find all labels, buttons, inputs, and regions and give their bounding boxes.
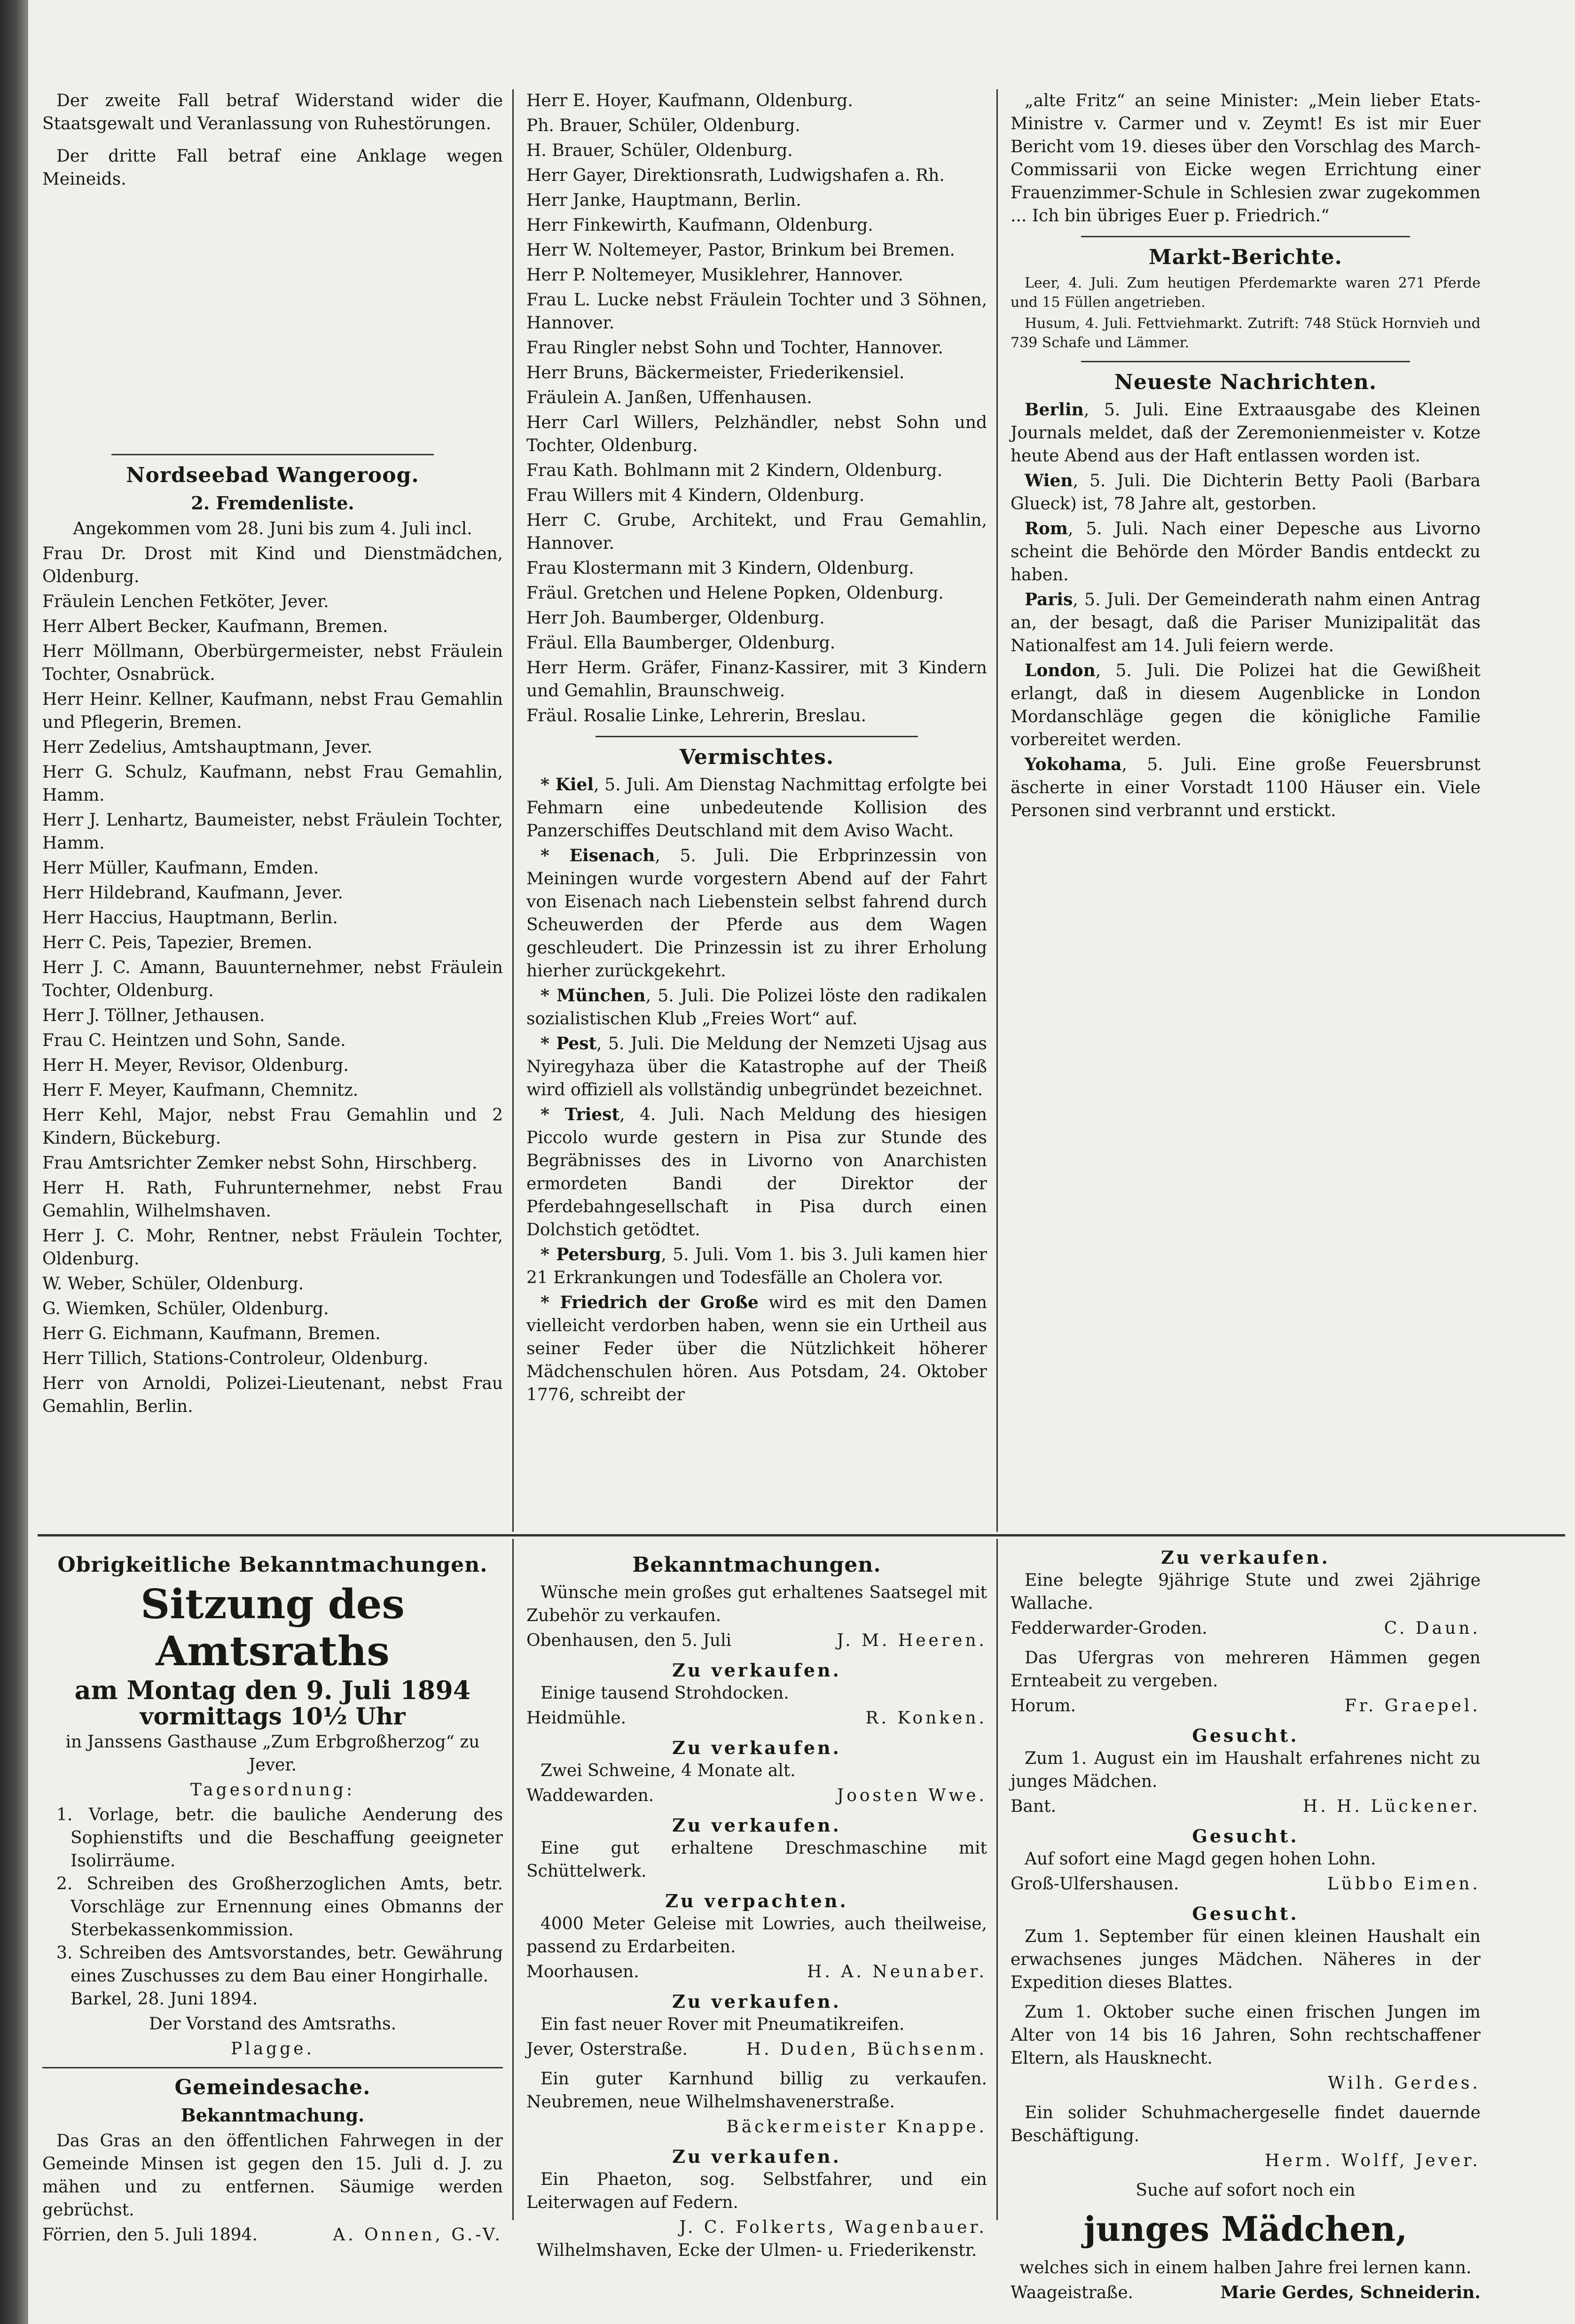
classified-ad	[526, 1659, 987, 1730]
guest-entry: Frau Dr. Drost mit Kind und Dienstmädchen, Oldenburg.	[42, 544, 503, 586]
ad-signature	[526, 1629, 987, 1652]
signature-name: A. Onnen, G.-V.	[333, 2225, 503, 2245]
classified-ad	[1011, 1646, 1481, 1717]
ad-place: Moorhausen.	[526, 1962, 639, 1981]
section-heading: Bekanntmachungen.	[632, 1553, 881, 1577]
guest-entry: Herr Finkewirth, Kaufmann, Oldenburg.	[526, 216, 873, 235]
guest-entry: Herr Carl Willers, Pelzhändler, nebst Sohn und Tochter, Oldenburg.	[526, 413, 987, 455]
classified-ad	[1011, 2001, 1481, 2095]
guest-entry: Herr Hildebrand, Kaufmann, Jever.	[42, 883, 343, 903]
guest-entry: Herr Möllmann, Oberbürgermeister, nebst Fräulein Tochter, Osnabrück.	[42, 642, 503, 684]
classified-ad	[526, 2145, 987, 2262]
guest-entry: Ph. Brauer, Schüler, Oldenburg.	[526, 116, 800, 135]
ad-title: Zu verpachten.	[665, 1890, 848, 1911]
section-rule	[38, 1534, 1565, 1536]
classified-ad	[1011, 1546, 1481, 1640]
ad-lead: Suche auf sofort noch ein	[1136, 2181, 1356, 2200]
ad-name: Marie Gerdes, Schneiderin.	[1220, 2283, 1481, 2302]
newspaper-page	[28, 0, 1575, 2324]
ad-place: Wilhelmshaven, Ecke der Ulmen- u. Friederikenstr.	[536, 2241, 977, 2260]
section-heading: Nordseebad Wangeroog.	[126, 463, 419, 487]
classified-ad	[526, 1990, 987, 2061]
subheading: Bekanntmachung.	[180, 2105, 365, 2126]
guest-entry: Herr Gayer, Direktionsrath, Ludwigshafen a. Rh.	[526, 166, 945, 185]
signature-place: Förrien, den 5. Juli 1894.	[42, 2225, 258, 2245]
guest-entry: Frau Willers mit 4 Kindern, Oldenburg.	[526, 486, 865, 505]
guest-entry: Herr F. Meyer, Kaufmann, Chemnitz.	[42, 1081, 359, 1100]
ad-text: Zwei Schweine, 4 Monate alt.	[541, 1761, 796, 1780]
guest-entry: Frau Kath. Bohlmann mit 2 Kindern, Oldenburg.	[526, 461, 943, 480]
news-item: Berlin, 5. Juli. Eine Extraausgabe des Kleinen Journals meldet, daß der Zeremonienmeister v. Kotze heute Abend aus der Haft entlassen worden ist.	[1011, 400, 1481, 466]
ad-signature	[1011, 2281, 1481, 2304]
dateline: Petersburg	[556, 1245, 661, 1264]
guest-entry: Herr Bruns, Bäckermeister, Friederikensiel.	[526, 363, 905, 382]
ad-place: Waageistraße.	[1011, 2283, 1134, 2302]
guest-entry: Herr Heinr. Kellner, Kaufmann, nebst Frau Gemahlin und Pflegerin, Bremen.	[42, 690, 503, 732]
guest-entry: Herr E. Hoyer, Kaufmann, Oldenburg.	[526, 91, 853, 110]
news-item: * München, 5. Juli. Die Polizei löste den radikalen sozialistischen Klub „Freies Wort“ auf.	[526, 984, 987, 1030]
guest-entry: Herr J. C. Mohr, Rentner, nebst Fräulein Tochter, Oldenburg.	[42, 1226, 503, 1269]
ad-name: Fr. Graepel.	[1344, 1696, 1481, 1716]
ad-name: Wilh. Gerdes.	[1327, 2074, 1481, 2093]
column-rule-4	[996, 1539, 998, 2220]
classified-ad	[526, 1736, 987, 1807]
dateline: Wien	[1025, 471, 1073, 491]
news-text: 5. Juli. Die Polizei löste den radikalen sozialistischen Klub „Freies Wort“ auf.	[526, 986, 987, 1029]
ad-place: Groß-Ulfershausen.	[1011, 1874, 1179, 1894]
ad-text: Eine belegte 9jährige Stute und zwei 2jährige Wallache.	[1011, 1571, 1481, 1613]
news-item: Rom, 5. Juli. Nach einer Depesche aus Livorno scheint die Behörde den Mörder Bandis entdeckt zu haben.	[1011, 519, 1481, 585]
guest-entry: Herr H. Rath, Fuhrunternehmer, nebst Frau Gemahlin, Wilhelmshaven.	[42, 1178, 503, 1221]
guest-entry: Herr G. Eichmann, Kaufmann, Bremen.	[42, 1324, 381, 1343]
news-text: 5. Juli. Eine große Feuersbrunst äscherte in einer Vorstadt 1100 Häuser ein. Viele Personen sind verbrannt und erstickt.	[1011, 755, 1481, 820]
guest-entry: Herr Kehl, Major, nebst Frau Gemahlin und 2 Kindern, Bückeburg.	[42, 1106, 503, 1148]
news-item: * Kiel, 5. Juli. Am Dienstag Nachmittag erfolgte bei Fehmarn eine unbedeutende Kollision des Panzerschiffes Deutschland mit dem Aviso Wacht.	[526, 773, 987, 842]
meeting-place: in Janssens Gasthause „Zum Erbgroßherzog“ zu Jever.	[65, 1732, 480, 1775]
guest-entry: Fräulein Lenchen Fetköter, Jever.	[42, 592, 329, 611]
news-text: 5. Juli. Die Dichterin Betty Paoli (Barbara Glueck) ist, 78 Jahre alt, gestorben.	[1011, 471, 1481, 514]
ad-title: Gesucht.	[1192, 1903, 1299, 1924]
guest-entry: Herr H. Meyer, Revisor, Oldenburg.	[42, 1056, 349, 1075]
ad-text: Zum 1. September für einen kleinen Haushalt ein erwachsenes junges Mädchen. Näheres in der Expedition dieses Blattes.	[1011, 1927, 1481, 1992]
guest-entry: H. Brauer, Schüler, Oldenburg.	[526, 141, 793, 160]
signature-name: Plagge.	[230, 2039, 315, 2059]
dateline: Paris	[1025, 590, 1073, 609]
ad-name: Bäckermeister Knappe.	[726, 2117, 987, 2137]
ad-title: Zu verkaufen.	[672, 1660, 841, 1681]
ad-title: Zu verkaufen.	[1161, 1547, 1330, 1568]
ad-signature	[1011, 1694, 1481, 1717]
ad-text: Wünsche mein großes gut erhaltenes Saatsegel mit Zubehör zu verkaufen.	[526, 1583, 987, 1625]
article-paragraph: Der dritte Fall betraf eine Anklage wegen Meineids.	[42, 147, 503, 189]
ad-title: Gesucht.	[1192, 1725, 1299, 1746]
guest-entry: Herr C. Peis, Tapezier, Bremen.	[42, 933, 313, 952]
ad-name: Lübbo Eimen.	[1327, 1874, 1481, 1894]
ad-text: Auf sofort eine Magd gegen hohen Lohn.	[1025, 1849, 1376, 1869]
guest-entry: Herr P. Noltemeyer, Musiklehrer, Hannover.	[526, 265, 903, 285]
dateline: Friedrich der Große	[560, 1293, 759, 1312]
ad-place: Jever, Osterstraße.	[526, 2040, 688, 2059]
news-text: 4. Juli. Nach Meldung des hiesigen Piccolo wurde gestern in Pisa zur Stunde des Begräbnisses des in Livorno von Anarchisten ermordeten Bandi der Direktor der Pferdebahngesellschaft in Pisa durch einen Dolchstich getödtet.	[526, 1105, 987, 1240]
ad-name: Herm. Wolff, Jever.	[1264, 2151, 1481, 2170]
ad-place: Obenhausen, den 5. Juli	[526, 1631, 732, 1650]
guest-entry: Herr von Arnoldi, Polizei-Lieutenant, nebst Frau Gemahlin, Berlin.	[42, 1374, 503, 1416]
meeting-date: am Montag den 9. Juli 1894	[74, 1675, 471, 1705]
guest-entry: Frau Klostermann mit 3 Kindern, Oldenburg.	[526, 559, 914, 578]
ad-name: J. C. Folkerts, Wagenbauer.	[679, 2218, 987, 2237]
news-text: 5. Juli. Die Meldung der Nemzeti Ujsag aus Nyiregyhaza über die Katastrophe auf der Theiß wird offiziell als vollständig unbegründet bezeichnet.	[526, 1034, 987, 1100]
column-rule-1	[512, 89, 514, 1532]
market-report: Leer, 4. Juli. Zum heutigen Pferdemarkte waren 271 Pferde und 15 Füllen angetrieben.	[1011, 275, 1481, 311]
article-paragraph: „alte Fritz“ an seine Minister: „Mein lieber Etats-Ministre v. Carmer und v. Zeymt! Es ist mir Euer Bericht vom 19. dieses über den Vorschlag des March-Commissarii von Eicke wegen Errichtung einer Frauenzimmer-Schule in Schlesien zwar zugekommen ... Ich bin übriges Euer p. Friedrich.“	[1011, 91, 1481, 226]
news-text: 5. Juli. Die Polizei hat die Gewißheit erlangt, daß in diesem Augenblicke in London Mordanschläge gegen die königliche Familie vorbereitet werden.	[1011, 661, 1481, 749]
guest-entry: Herr Albert Becker, Kaufmann, Bremen.	[42, 617, 388, 636]
guest-entry: Fräul. Rosalie Linke, Lehrerin, Breslau.	[526, 706, 867, 725]
guest-entry: Frau L. Lucke nebst Fräulein Tochter und 3 Söhnen, Hannover.	[526, 290, 987, 333]
ad-text: Ein fast neuer Rover mit Pneumatikreifen.	[541, 2015, 905, 2034]
news-text: 5. Juli. Nach einer Depesche aus Livorno scheint die Behörde den Mörder Bandis entdeckt zu haben.	[1011, 519, 1481, 585]
dateline: München	[556, 986, 646, 1006]
guest-entry: Herr Herm. Gräfer, Finanz-Kassirer, mit 3 Kindern und Gemahlin, Braunschweig.	[526, 658, 987, 701]
ad-text: Zum 1. August ein im Haushalt erfahrenes nicht zu junges Mädchen.	[1011, 1749, 1481, 1791]
news-item: * Triest, 4. Juli. Nach Meldung des hiesigen Piccolo wurde gestern in Pisa zur Stunde des Begräbnisses des in Livorno von Anarchisten ermordeten Bandi der Direktor der Pferdebahngesellschaft in Pisa durch einen Dolchstich getödtet.	[526, 1103, 987, 1241]
news-text: 5. Juli. Eine Extraausgabe des Kleinen Journals meldet, daß der Zeremonienmeister v. Kotze heute Abend aus der Haft entlassen worden ist.	[1011, 400, 1481, 466]
ad-text: Ein Phaeton, sog. Selbstfahrer, und ein Leiterwagen auf Federn.	[526, 2170, 987, 2212]
intro-line: Angekommen vom 28. Juni bis zum 4. Juli incl.	[73, 519, 472, 538]
news-text: wird es mit den Damen vielleicht verdorben haben, wenn sie ein Urtheil aus seiner Feder über die Nützlichkeit höherer Mädchenschulen hören. Aus Potsdam, 24. Oktober 1776, schreibt der	[526, 1293, 987, 1404]
ad-text: Eine gut erhaltene Dreschmaschine mit Schüttelwerk.	[526, 1839, 987, 1881]
ad-signature	[526, 1784, 987, 1807]
column-rule-3	[512, 1539, 514, 2220]
classified-ad	[526, 1814, 987, 1883]
guest-entry: W. Weber, Schüler, Oldenburg.	[42, 1274, 304, 1294]
classified-ad	[1011, 2179, 1481, 2304]
agenda-item: 3. Schreiben des Amtsvorstandes, betr. Gewährung eines Zuschusses zu dem Bau einer Hongirhalle.	[56, 1943, 503, 1986]
divider	[1081, 236, 1410, 237]
guest-entry: Herr J. Töllner, Jethausen.	[42, 1006, 265, 1025]
classifieds-right	[1011, 1546, 1481, 2311]
guest-entry: Herr C. Grube, Architekt, und Frau Gemahlin, Hannover.	[526, 511, 987, 553]
guest-entry: Herr Janke, Hauptmann, Berlin.	[526, 191, 801, 210]
scan-edge	[0, 0, 28, 2324]
classified-ad	[1011, 1724, 1481, 1818]
ad-signature	[526, 2038, 987, 2061]
guest-entry: G. Wiemken, Schüler, Oldenburg.	[42, 1299, 329, 1318]
guest-list	[42, 542, 503, 1418]
ad-name: H. Duden, Büchsenm.	[746, 2040, 987, 2059]
dateline: London	[1025, 661, 1096, 680]
classified-ad	[526, 1581, 987, 1652]
guest-entry: Herr J. C. Amann, Bauunternehmer, nebst Fräulein Tochter, Oldenburg.	[42, 958, 503, 1000]
news-item: Yokohama, 5. Juli. Eine große Feuersbrunst äscherte in einer Vorstadt 1100 Häuser ein. Viele Personen sind verbrannt und erstickt.	[1011, 755, 1481, 820]
ad-place: Horum.	[1011, 1696, 1076, 1716]
ad-signature	[526, 1960, 987, 1983]
ad-place: Bant.	[1011, 1797, 1057, 1816]
news-item: London, 5. Juli. Die Polizei hat die Gewißheit erlangt, daß in diesem Augenblicke in London Mordanschläge gegen die königliche Familie vorbereitet werden.	[1011, 661, 1481, 749]
news-text: 5. Juli. Am Dienstag Nachmittag erfolgte bei Fehmarn eine unbedeutende Kollision des Panzerschiffes Deutschland mit dem Aviso Wacht.	[526, 775, 987, 841]
ad-title: Zu verkaufen.	[672, 1737, 841, 1758]
column-1	[42, 89, 503, 1420]
ad-text: Einige tausend Strohdocken.	[541, 1684, 789, 1703]
dateline: Pest	[556, 1034, 597, 1053]
news-item	[526, 1291, 987, 1406]
news-item: * Pest, 5. Juli. Die Meldung der Nemzeti Ujsag aus Nyiregyhaza über die Katastrophe auf der Theiß wird offiziell als vollständig unbegründet bezeichnet.	[526, 1032, 987, 1101]
ad-text: welches sich in einem halben Jahre frei lernen kann.	[1019, 2258, 1472, 2277]
ad-title: Zu verkaufen.	[672, 2146, 841, 2167]
guest-entry: Herr G. Schulz, Kaufmann, nebst Frau Gemahlin, Hamm.	[42, 763, 503, 805]
signature-line	[42, 2223, 503, 2246]
dateline: Eisenach	[569, 846, 655, 866]
ad-text: Das Ufergras von mehreren Hämmen gegen Ernteabeit zu vergeben.	[1011, 1648, 1481, 1691]
ad-signature	[1011, 1872, 1481, 1895]
agenda-list	[42, 1803, 503, 1988]
divider	[596, 736, 918, 737]
ad-title: Gesucht.	[1192, 1825, 1299, 1847]
guest-entry: Herr Tillich, Stations-Controleur, Oldenburg.	[42, 1349, 429, 1368]
dateline: Triest	[564, 1105, 620, 1124]
ad-text: Ein guter Karnhund billig zu verkaufen. Neubremen, neue Wilhelmshavenerstraße.	[526, 2069, 987, 2112]
section-heading: Vermischtes.	[679, 745, 834, 769]
guest-entry: Herr Haccius, Hauptmann, Berlin.	[42, 908, 338, 928]
divider	[111, 454, 434, 455]
ad-title: Zu verkaufen.	[672, 1991, 841, 2012]
guest-entry: Frau C. Heintzen und Sohn, Sande.	[42, 1031, 346, 1050]
dateline: Berlin	[1025, 400, 1084, 420]
column-rule-2	[996, 89, 998, 1532]
agenda-item: 2. Schreiben des Großherzoglichen Amts, betr. Vorschläge zur Ernennung eines Obmanns der Sterbekassenkommission.	[56, 1874, 503, 1940]
column-2	[526, 89, 987, 1408]
guest-entry: Frau Ringler nebst Sohn und Tochter, Hannover.	[526, 338, 943, 358]
news-text: 5. Juli. Der Gemeinderath nahm einen Antrag an, der besagt, daß die Pariser Munizipalität das Nationalfest am 14. Juli feiern werde.	[1011, 590, 1481, 655]
ad-signature	[1011, 1617, 1481, 1640]
ad-place: Heidmühle.	[526, 1708, 627, 1728]
guest-entry: Fräulein A. Janßen, Uffenhausen.	[526, 388, 812, 407]
dateline: Kiel	[555, 775, 594, 795]
meeting-title: Sitzung des Amtsraths	[141, 1581, 405, 1675]
ad-name: C. Daun.	[1384, 1619, 1481, 1638]
divider	[42, 2067, 503, 2068]
column-3	[1011, 89, 1481, 824]
ad-signature	[526, 1707, 987, 1730]
article-paragraph: Der zweite Fall betraf Widerstand wider die Staatsgewalt und Veranlassung von Ruhestörungen.	[42, 91, 503, 133]
ad-name: R. Konken.	[865, 1708, 987, 1728]
news-item: * Petersburg, 5. Juli. Vom 1. bis 3. Juli kamen hier 21 Erkrankungen und Todesfälle an Cholera vor.	[526, 1243, 987, 1289]
guest-list	[526, 89, 987, 727]
guest-entry: Herr Zedelius, Amtshauptmann, Jever.	[42, 738, 373, 757]
ad-place: Waddewarden.	[526, 1786, 654, 1805]
news-item: * Eisenach, 5. Juli. Die Erbprinzessin von Meiningen wurde vorgestern Abend auf der Fahrt von Eisenach nach Liebenstein selbst fahrend durch Scheuwerden der Pferde aus dem Wagen geschleudert. Die Prinzessin ist zu ihrer Erholung hierher zurückgekehrt.	[526, 844, 987, 983]
divider	[1081, 361, 1410, 362]
classified-ad	[526, 1889, 987, 1983]
ad-name: J. M. Heeren.	[837, 1631, 987, 1650]
guest-entry: Herr J. Lenhartz, Baumeister, nebst Fräulein Tochter, Hamm.	[42, 811, 503, 853]
ad-name: Joosten Wwe.	[837, 1786, 987, 1805]
ad-name: H. A. Neunaber.	[807, 1962, 987, 1981]
notice-text: Das Gras an den öffentlichen Fahrwegen in der Gemeinde Minsen ist gegen den 15. Juli d. J. zu mähen und zu entfernen. Säumige werden gebrüchst.	[42, 2131, 503, 2220]
agenda-heading: Tagesordnung:	[190, 1780, 355, 1800]
dateline: Rom	[1025, 519, 1068, 538]
section-heading: Neueste Nachrichten.	[1114, 370, 1377, 394]
news-text: 5. Juli. Vom 1. bis 3. Juli kamen hier 21 Erkrankungen und Todesfälle an Cholera vor.	[526, 1245, 987, 1287]
market-report: Husum, 4. Juli. Fettviehmarkt. Zutrift: 748 Stück Hornvieh und 739 Schafe und Lämmer.	[1011, 315, 1481, 351]
guest-entry: Fräul. Ella Baumberger, Oldenburg.	[526, 633, 836, 653]
agenda-item: 1. Vorlage, betr. die bauliche Aenderung des Sophienstifts und die Beschaffung geeigneter Isolirräume.	[56, 1805, 503, 1871]
signature-place: Barkel, 28. Juni 1894.	[71, 1989, 258, 2009]
ad-signature	[1011, 1795, 1481, 1818]
ad-text: Zum 1. Oktober suche einen frischen Jungen im Alter von 14 bis 16 Jahren, Sohn rechtschaffener Eltern, als Hausknecht.	[1011, 2003, 1481, 2068]
ad-title: Zu verkaufen.	[672, 1815, 841, 1836]
dateline: Yokohama	[1025, 755, 1122, 774]
official-notices	[42, 1546, 503, 2246]
guest-entry: Herr Müller, Kaufmann, Emden.	[42, 858, 319, 878]
section-heading: Gemeindesache.	[174, 2075, 371, 2099]
news-text: 5. Juli. Die Erbprinzessin von Meiningen wurde vorgestern Abend auf der Fahrt von Eisenach nach Liebenstein selbst fahrend durch Scheuwerden der Pferde aus dem Wagen geschleudert. Die Prinzessin ist zu ihrer Erholung hierher zurückgekehrt.	[526, 846, 987, 981]
ad-text: Ein solider Schuhmachergeselle findet dauernde Beschäftigung.	[1011, 2103, 1481, 2145]
classified-ad	[526, 2067, 987, 2138]
section-heading: Obrigkeitliche Bekanntmachungen.	[57, 1553, 488, 1577]
meeting-time: vormittags 10½ Uhr	[140, 1702, 406, 1730]
guest-entry: Frau Amtsrichter Zemker nebst Sohn, Hirschberg.	[42, 1154, 478, 1173]
classified-ad	[1011, 2101, 1481, 2172]
ad-name: H. H. Lückener.	[1302, 1797, 1481, 1816]
ad-headline: junges Mädchen,	[1083, 2209, 1408, 2249]
announcements	[526, 1546, 987, 2269]
classified-ad	[1011, 1902, 1481, 1994]
subheading: 2. Fremdenliste.	[191, 492, 354, 514]
classified-ad	[1011, 1825, 1481, 1895]
section-heading: Markt-Berichte.	[1149, 245, 1342, 269]
guest-entry: Fräul. Gretchen und Helene Popken, Oldenburg.	[526, 584, 944, 603]
news-item: Paris, 5. Juli. Der Gemeinderath nahm einen Antrag an, der besagt, daß die Pariser Munizipalität das Nationalfest am 14. Juli feiern werde.	[1011, 590, 1481, 655]
signature-body: Der Vorstand des Amtsraths.	[149, 2014, 397, 2034]
ad-text: 4000 Meter Geleise mit Lowries, auch theilweise, passend zu Erdarbeiten.	[526, 1914, 987, 1957]
guest-entry: Herr Joh. Baumberger, Oldenburg.	[526, 608, 825, 628]
ad-place: Fedderwarder-Groden.	[1011, 1619, 1207, 1638]
guest-entry: Herr W. Noltemeyer, Pastor, Brinkum bei Bremen.	[526, 241, 955, 260]
news-item: Wien, 5. Juli. Die Dichterin Betty Paoli (Barbara Glueck) ist, 78 Jahre alt, gestorben.	[1011, 471, 1481, 514]
